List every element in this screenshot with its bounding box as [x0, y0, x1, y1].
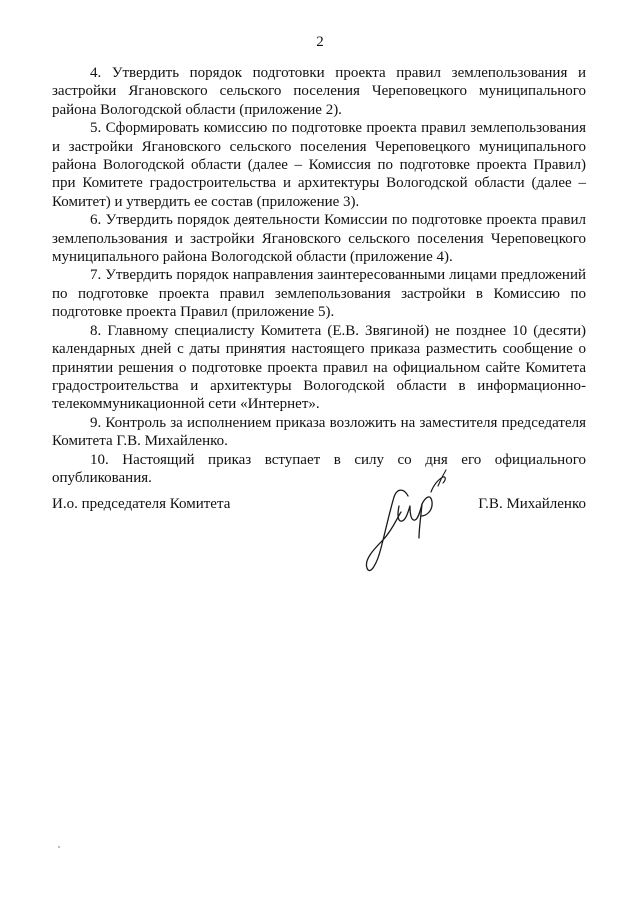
- signer-title: И.о. председателя Комитета: [52, 496, 231, 512]
- paragraph-item-9: 9. Контроль за исполнением приказа возложить на заместителя председателя Комитета Г.В. Михайленко.: [52, 414, 586, 450]
- signature-block: [52, 495, 586, 519]
- paragraph-item-5: 5. Сформировать комиссию по подготовке проекта правил землепользования и застройки Ягановского сельского поселения Череповецкого муниципального района Вологодской области (далее – Комиссия по подготовке проекта Правил) при Комитете градостроительства и архитектуры Вологодской области (далее – Комитет) и утвердить ее состав (приложение 3).: [52, 120, 586, 210]
- order-body: [52, 64, 586, 487]
- paragraph-item-10: 10. Настоящий приказ вступает в силу со дня его официального опубликования.: [52, 451, 586, 486]
- page-number: 2: [316, 34, 324, 50]
- paragraph-item-7: 7. Утвердить порядок направления заинтересованными лицами предложений по подготовке проекта правил землепользования застройки в Комиссию по подготовке проекта Правил (приложение 5).: [52, 267, 586, 321]
- signer-name: Г.В. Михайленко: [478, 496, 586, 512]
- handwritten-signature: [364, 466, 464, 576]
- paragraph-item-4: 4. Утвердить порядок подготовки проекта правил землепользования и застройки Ягановского сельского поселения Череповецкого муниципального района Вологодской области (приложение 2).: [52, 65, 586, 118]
- paragraph-item-8: 8. Главному специалисту Комитета (Е.В. Звягиной) не позднее 10 (десяти) календарных дней с даты принятия настоящего приказа разместить сообщение о принятии решения о подготовке проекта правил на официальном сайте Комитета градостроительства и архитектуры Вологодской области в информационно-телекоммуникационной сети «Интернет».: [52, 322, 586, 413]
- paragraph-item-6: 6. Утвердить порядок деятельности Комиссии по подготовке проекта правил землепользования и застройки Ягановского сельского поселения Череповецкого муниципального района Вологодской области (приложение 4).: [52, 212, 586, 266]
- scan-artifact: [58, 846, 60, 848]
